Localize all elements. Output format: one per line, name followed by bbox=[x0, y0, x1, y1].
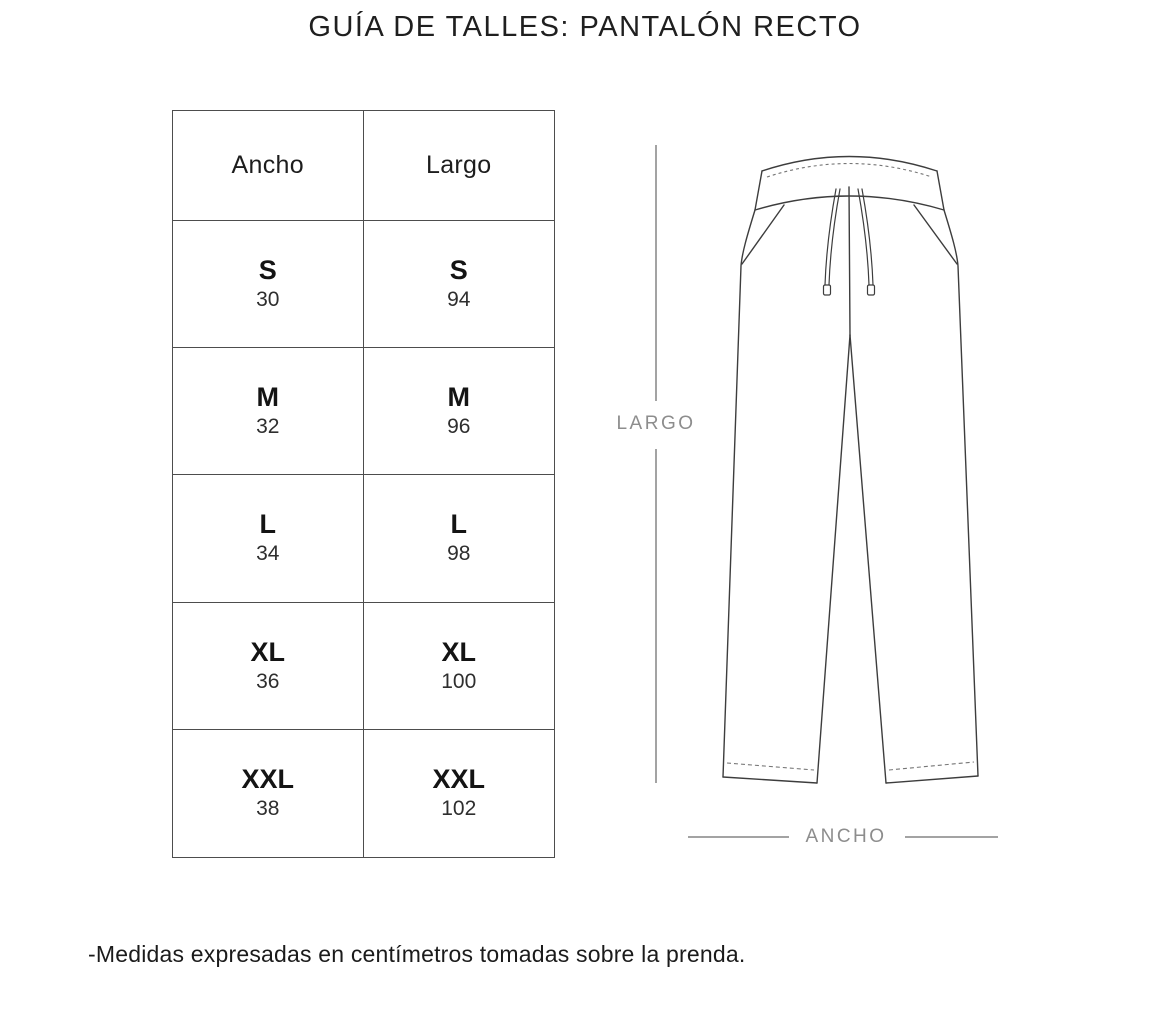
pants-illustration bbox=[655, 128, 1020, 800]
size-value: 36 bbox=[256, 669, 280, 693]
footnote: -Medidas expresadas en centímetros tomadas sobre la prenda. bbox=[88, 941, 746, 967]
size-label: XL bbox=[250, 636, 285, 667]
size-label: L bbox=[259, 509, 276, 540]
table-cell-s-largo bbox=[364, 221, 555, 348]
table-cell-xl-ancho bbox=[173, 603, 364, 730]
table-cell-l-ancho bbox=[173, 475, 364, 602]
ancho-guide-line-right bbox=[905, 836, 998, 838]
size-label: XXL bbox=[432, 764, 485, 795]
ancho-guide-line-left bbox=[688, 836, 789, 838]
table-cell-m-largo bbox=[364, 348, 555, 475]
size-value: 34 bbox=[256, 542, 280, 566]
table-cell-xl-largo bbox=[364, 603, 555, 730]
column-header-ancho: Ancho bbox=[173, 111, 364, 221]
size-table bbox=[172, 110, 555, 858]
size-value: 30 bbox=[256, 287, 280, 311]
size-value: 32 bbox=[256, 415, 280, 439]
ancho-label: ANCHO bbox=[805, 826, 887, 847]
size-value: 94 bbox=[447, 287, 471, 311]
largo-label: LARGO bbox=[616, 413, 696, 434]
table-cell-xxl-largo bbox=[364, 730, 555, 857]
waistband-stitch bbox=[767, 164, 932, 178]
hem-stitches bbox=[727, 762, 974, 770]
size-label: M bbox=[256, 382, 279, 413]
size-value: 96 bbox=[447, 415, 471, 439]
size-value: 38 bbox=[256, 797, 280, 821]
table-cell-l-largo bbox=[364, 475, 555, 602]
table-cell-s-ancho bbox=[173, 221, 364, 348]
size-value: 98 bbox=[447, 542, 471, 566]
size-value: 100 bbox=[441, 669, 477, 693]
size-label: S bbox=[258, 254, 277, 285]
size-value: 102 bbox=[441, 797, 477, 821]
size-label: XXL bbox=[241, 764, 294, 795]
size-label: S bbox=[449, 254, 468, 285]
table-cell-xxl-ancho bbox=[173, 730, 364, 857]
size-label: M bbox=[447, 382, 470, 413]
pants-body bbox=[723, 187, 978, 783]
table-cell-m-ancho bbox=[173, 348, 364, 475]
page-title: GUÍA DE TALLES: PANTALÓN RECTO bbox=[308, 11, 862, 43]
column-header-largo: Largo bbox=[364, 111, 555, 221]
size-label: L bbox=[450, 509, 467, 540]
size-label: XL bbox=[441, 636, 476, 667]
